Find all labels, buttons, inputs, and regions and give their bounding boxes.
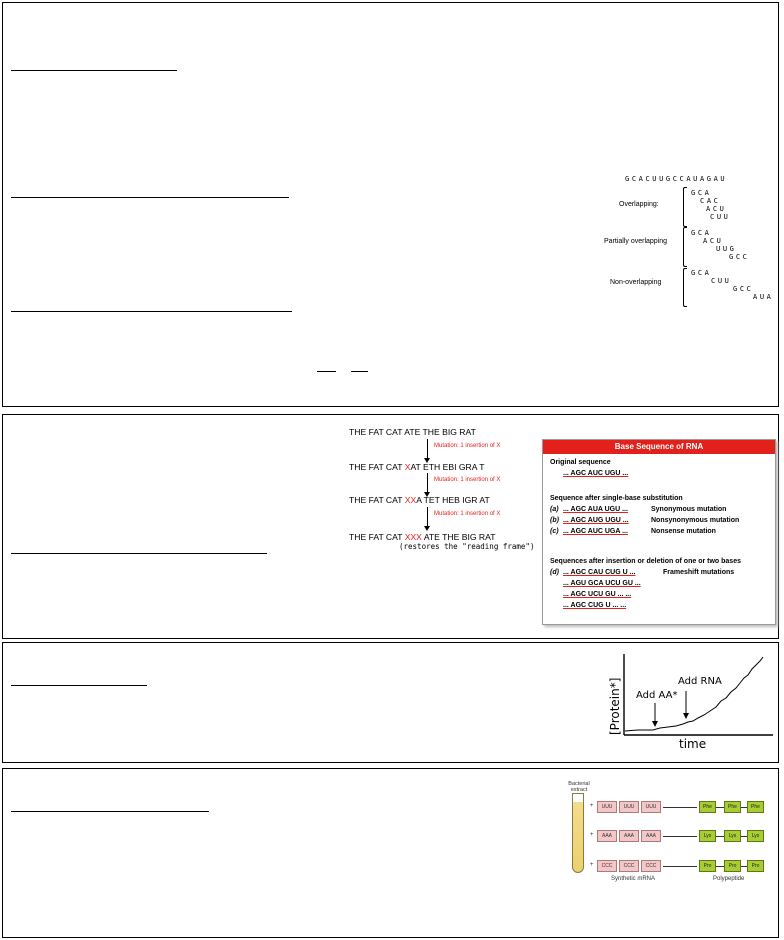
codon-box: CCC	[619, 860, 639, 872]
amino-acid: Lys	[724, 830, 741, 842]
tag: (b)	[550, 517, 559, 524]
seq: ... AGC CUG U ... ...	[563, 602, 627, 609]
amino-acid: Lys	[699, 830, 716, 842]
brace	[683, 187, 687, 227]
codon: CUU	[711, 277, 732, 285]
blank-line	[11, 311, 292, 312]
codon-box: CCC	[597, 860, 617, 872]
blank-line	[317, 371, 336, 372]
restores-note: (restores the "reading frame")	[399, 542, 535, 551]
nonoverlap-label: Non-overlapping	[610, 279, 662, 286]
bond	[716, 866, 724, 867]
codon: CUU	[710, 213, 731, 221]
partial-label: Partially overlapping	[604, 238, 668, 245]
arrow-down	[427, 439, 428, 459]
mutation-type: Nonsense mutation	[651, 528, 716, 535]
blank-line	[11, 685, 147, 686]
arrowhead	[652, 721, 658, 727]
amino-acid: Lys	[747, 830, 764, 842]
sentence-part: ATE THE BIG RAT	[421, 532, 496, 542]
seq: ... AGC UCU GU ... ...	[563, 591, 632, 598]
tag: (d)	[550, 569, 559, 576]
rna-sequence: GCACUUGCCAUAGAU	[625, 175, 728, 183]
panel-synthetic-mrna	[2, 768, 779, 938]
sentence-mut1	[349, 462, 484, 472]
overlapping-label: Overlapping:	[619, 201, 659, 208]
arrow-down	[427, 473, 428, 493]
blank-line	[351, 371, 368, 372]
mrna-label: Synthetic mRNA	[611, 876, 656, 882]
codon-box: CCC	[641, 860, 661, 872]
mutation-type: Frameshift mutations	[663, 569, 735, 576]
mutation-note: Mutation: 1 insertion of X	[434, 443, 501, 449]
arrow	[663, 866, 697, 867]
codon: ACU	[706, 205, 727, 213]
panel-graph	[2, 642, 779, 763]
tag: (c)	[550, 528, 559, 535]
mutation-note: Mutation: 1 insertion of X	[434, 477, 501, 483]
codon-box: UUU	[597, 801, 617, 813]
codon: GCA	[691, 229, 712, 237]
original-seq: ... AGC AUC UGU ...	[563, 470, 629, 477]
base-sequence-box	[542, 439, 776, 625]
amino-acid: Phe	[699, 801, 716, 813]
tube-label: Bacterial extract	[568, 781, 590, 793]
seq: ... AGC AUC UGA ...	[563, 528, 628, 535]
mutation-type: Synonymous mutation	[651, 506, 727, 513]
sentence-mut2	[349, 495, 490, 505]
bond	[716, 807, 724, 808]
sentence-part: A TET HEB IGR AT	[416, 495, 490, 505]
blank-line	[11, 811, 209, 812]
base-sequence-title: Base Sequence of RNA	[543, 440, 775, 454]
indel-heading: Sequences after insertion or deletion of one or two bases	[550, 558, 741, 565]
plus-sign: +	[590, 862, 594, 868]
inserted-x: XX	[404, 495, 417, 505]
arrow	[663, 807, 697, 808]
codon: GCC	[729, 253, 750, 261]
plus-sign: +	[590, 803, 594, 809]
bond	[716, 836, 724, 837]
panel-overlap	[2, 2, 779, 407]
codon-box: AAA	[641, 830, 661, 842]
blank-line	[11, 70, 177, 71]
codon: GCA	[691, 189, 712, 197]
polypeptide-label: Polypeptide	[713, 876, 745, 882]
arrowhead	[683, 713, 689, 719]
test-tube	[572, 793, 584, 873]
arrow-down	[427, 507, 428, 527]
codon-box: UUU	[619, 801, 639, 813]
plus-sign: +	[590, 832, 594, 838]
codon: AUA	[753, 293, 774, 301]
tag: (a)	[550, 506, 559, 513]
inserted-x: X	[404, 462, 411, 472]
sentence-original: THE FAT CAT ATE THE BIG RAT	[349, 427, 476, 437]
add-rna-label: Add RNA	[678, 676, 722, 687]
amino-acid: Phe	[724, 801, 741, 813]
blank-line	[11, 197, 289, 198]
amino-acid: Phe	[747, 801, 764, 813]
seq: ... AGC CAU CUG U ...	[563, 569, 636, 576]
y-axis-label: [Protein*]	[608, 677, 622, 735]
sentence-part: AT ETH EBI GRA T	[410, 462, 485, 472]
seq: ... AGC AUA UGU ...	[563, 506, 628, 513]
amino-acid: Pro	[724, 860, 741, 872]
codon: UUG	[716, 245, 737, 253]
sentence-part: THE FAT CAT	[349, 495, 405, 505]
codon-box: UUU	[641, 801, 661, 813]
seq: ... AGC AUG UGU ...	[563, 517, 629, 524]
codon: GCA	[691, 269, 712, 277]
inserted-x: XXX	[404, 532, 422, 542]
amino-acid: Pro	[747, 860, 764, 872]
codon-box: AAA	[619, 830, 639, 842]
seq: ... AGU GCA UCU GU ...	[563, 580, 641, 587]
original-heading: Original sequence	[550, 459, 611, 466]
codon: CAC	[700, 197, 721, 205]
mutation-type: Nonsynonymous mutation	[651, 517, 740, 524]
codon-box: AAA	[597, 830, 617, 842]
amino-acid: Pro	[699, 860, 716, 872]
codon: ACU	[703, 237, 724, 245]
arrow	[663, 836, 697, 837]
add-aa-label: Add AA*	[636, 690, 678, 701]
brace	[683, 268, 687, 307]
sentence-part: THE FAT CAT	[349, 532, 405, 542]
brace	[683, 227, 687, 267]
mutation-note: Mutation: 1 insertion of X	[434, 511, 501, 517]
sentence-mut3	[349, 532, 495, 542]
x-axis-label: time	[679, 737, 707, 751]
codon: GCC	[733, 285, 754, 293]
blank-line	[11, 553, 267, 554]
sentence-part: THE FAT CAT	[349, 462, 405, 472]
substitution-heading: Sequence after single-base substitution	[550, 495, 683, 502]
